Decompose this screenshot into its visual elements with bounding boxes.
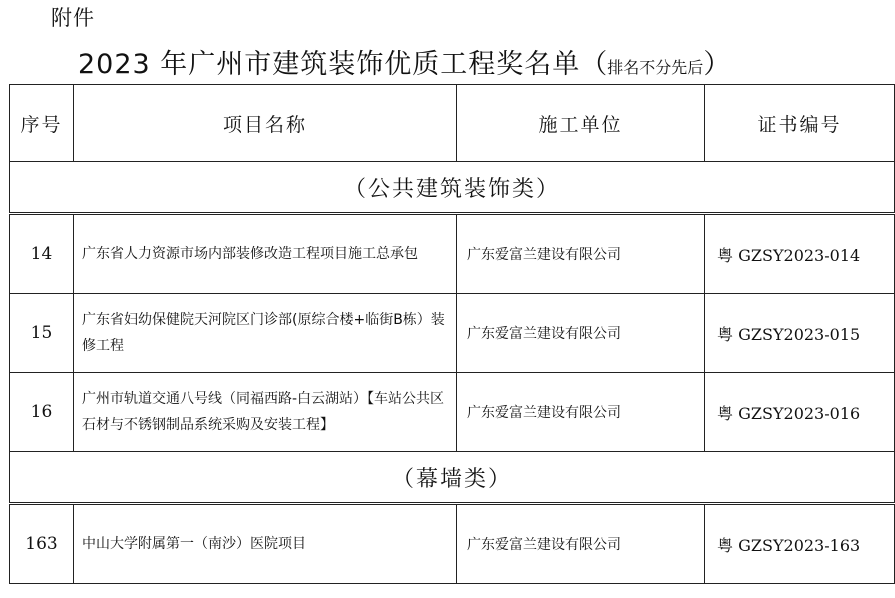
table-row: [10, 294, 895, 373]
title-paren-open: （: [580, 49, 608, 80]
category-curtain-wall: （幕墙类）: [10, 452, 895, 504]
attachment-label: 附件: [51, 6, 95, 30]
table-header-row: [10, 85, 895, 162]
row-certificate: 粤 GZSY2023-016: [705, 373, 895, 452]
title-note: 排名不分先后: [607, 58, 704, 77]
table-row: [10, 214, 895, 294]
row-company: 广东爱富兰建设有限公司: [457, 504, 705, 584]
row-company: 广东爱富兰建设有限公司: [457, 373, 705, 452]
row-certificate: 粤 GZSY2023-014: [705, 214, 895, 294]
row-serial: 15: [10, 294, 74, 373]
document-title-line: [78, 42, 730, 81]
row-certificate: 粤 GZSY2023-163: [705, 504, 895, 584]
row-project: 广东省妇幼保健院天河院区门诊部(原综合楼+临街B栋）装修工程: [74, 294, 457, 373]
category-row: [10, 162, 895, 214]
row-project: 广东省人力资源市场内部装修改造工程项目施工总承包: [74, 214, 457, 294]
award-list-table: [9, 84, 895, 584]
document-title: 2023 年广州市建筑装饰优质工程奖名单: [78, 49, 581, 80]
header-certificate: 证书编号: [705, 85, 895, 162]
row-serial: 14: [10, 214, 74, 294]
header-company: 施工单位: [457, 85, 705, 162]
title-paren-close: ）: [703, 49, 731, 80]
category-row: [10, 452, 895, 504]
header-project: 项目名称: [74, 85, 457, 162]
row-certificate: 粤 GZSY2023-015: [705, 294, 895, 373]
header-serial: 序号: [10, 85, 74, 162]
row-company: 广东爱富兰建设有限公司: [457, 294, 705, 373]
row-project: 广州市轨道交通八号线（同福西路-白云湖站）【车站公共区石材与不锈钢制品系统采购及安装工程】: [74, 373, 457, 452]
row-serial: 163: [10, 504, 74, 584]
row-company: 广东爱富兰建设有限公司: [457, 214, 705, 294]
row-project: 中山大学附属第一（南沙）医院项目: [74, 504, 457, 584]
category-public-building: （公共建筑装饰类）: [10, 162, 895, 214]
table-row: [10, 504, 895, 584]
row-serial: 16: [10, 373, 74, 452]
table-row: [10, 373, 895, 452]
